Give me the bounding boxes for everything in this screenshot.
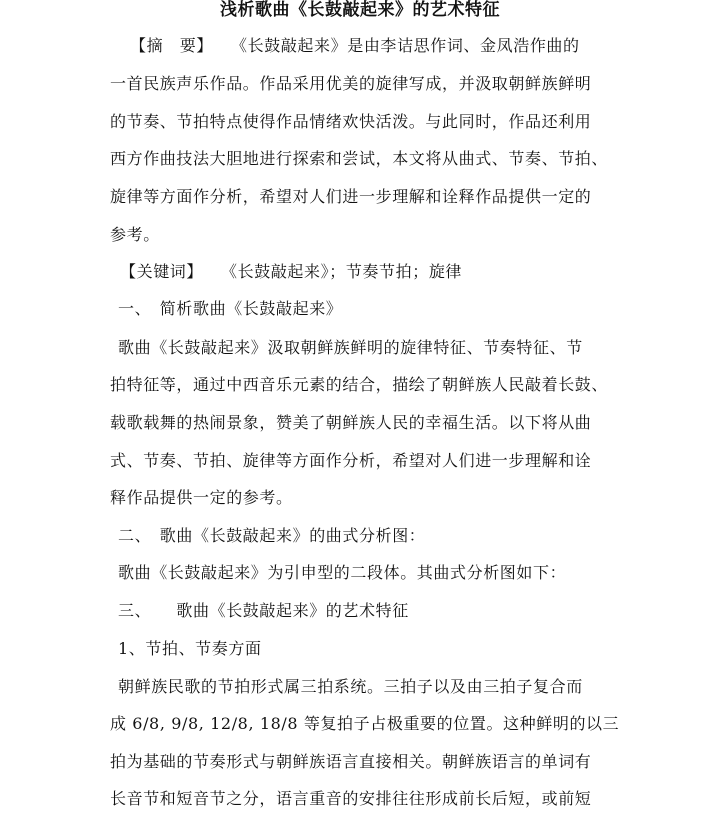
section-3-line-2: 成 6/8, 9/8, 12/8, 18/8 等复拍子占极重要的位置。这种鲜明的以三 (110, 714, 620, 733)
section-1-line-1: 歌曲《长鼓敲起来》汲取朝鲜族鲜明的旋律特征、节奏特征、节 (118, 338, 583, 357)
section-3-subheading: 1、节拍、节奏方面 (118, 639, 262, 658)
section-1-heading: 一、 简析歌曲《长鼓敲起来》 (118, 299, 343, 318)
abstract-line-3: 的节奏、节拍特点使得作品情绪欢快活泼。与此同时，作品还利用 (110, 112, 592, 131)
abstract-line-5: 旋律等方面作分析，希望对人们进一步理解和诠释作品提供一定的 (110, 187, 592, 206)
section-3-line-3: 拍为基础的节奏形式与朝鲜族语言直接相关。朝鲜族语言的单词有 (110, 752, 592, 771)
abstract-line-6: 参考。 (110, 225, 160, 244)
section-1-line-3: 载歌载舞的热闹景象，赞美了朝鲜族人民的幸福生活。以下将从曲 (110, 413, 592, 432)
section-1-line-2: 拍特征等，通过中西音乐元素的结合，描绘了朝鲜族人民敲着长鼓、 (110, 375, 609, 394)
section-3-line-4: 长音节和短音节之分，语言重音的安排往往形成前长后短，或前短 (110, 789, 592, 808)
section-3-heading: 三、 歌曲《长鼓敲起来》的艺术特征 (118, 601, 409, 620)
document-title: 浅析歌曲《长鼓敲起来》的艺术特征 (220, 0, 500, 20)
keywords-label: 【关键词】 (120, 262, 204, 281)
keywords-text: 《长鼓敲起来》；节奏节拍；旋律 (221, 262, 463, 281)
abstract-first-line (130, 34, 580, 58)
section-1-line-5: 释作品提供一定的参考。 (110, 488, 293, 507)
abstract-label: 【摘 要】 (130, 36, 214, 55)
keywords-line (120, 260, 462, 284)
abstract-line-2: 一首民族声乐作品。作品采用优美的旋律写成，并汲取朝鲜族鲜明 (110, 74, 592, 93)
section-2-text: 歌曲《长鼓敲起来》为引申型的二段体。其曲式分析图如下： (118, 563, 567, 582)
abstract-line-4: 西方作曲技法大胆地进行探索和尝试，本文将从曲式、节奏、节拍、 (110, 149, 609, 168)
abstract-line-1: 《长鼓敲起来》是由李诘思作词、金凤浩作曲的 (231, 36, 580, 55)
section-2-heading: 二、 歌曲《长鼓敲起来》的曲式分析图： (118, 526, 426, 545)
section-3-line-1: 朝鲜族民歌的节拍形式属三拍系统。三拍子以及由三拍子复合而 (118, 677, 583, 696)
section-1-line-4: 式、节奏、节拍、旋律等方面作分析，希望对人们进一步理解和诠 (110, 451, 592, 470)
